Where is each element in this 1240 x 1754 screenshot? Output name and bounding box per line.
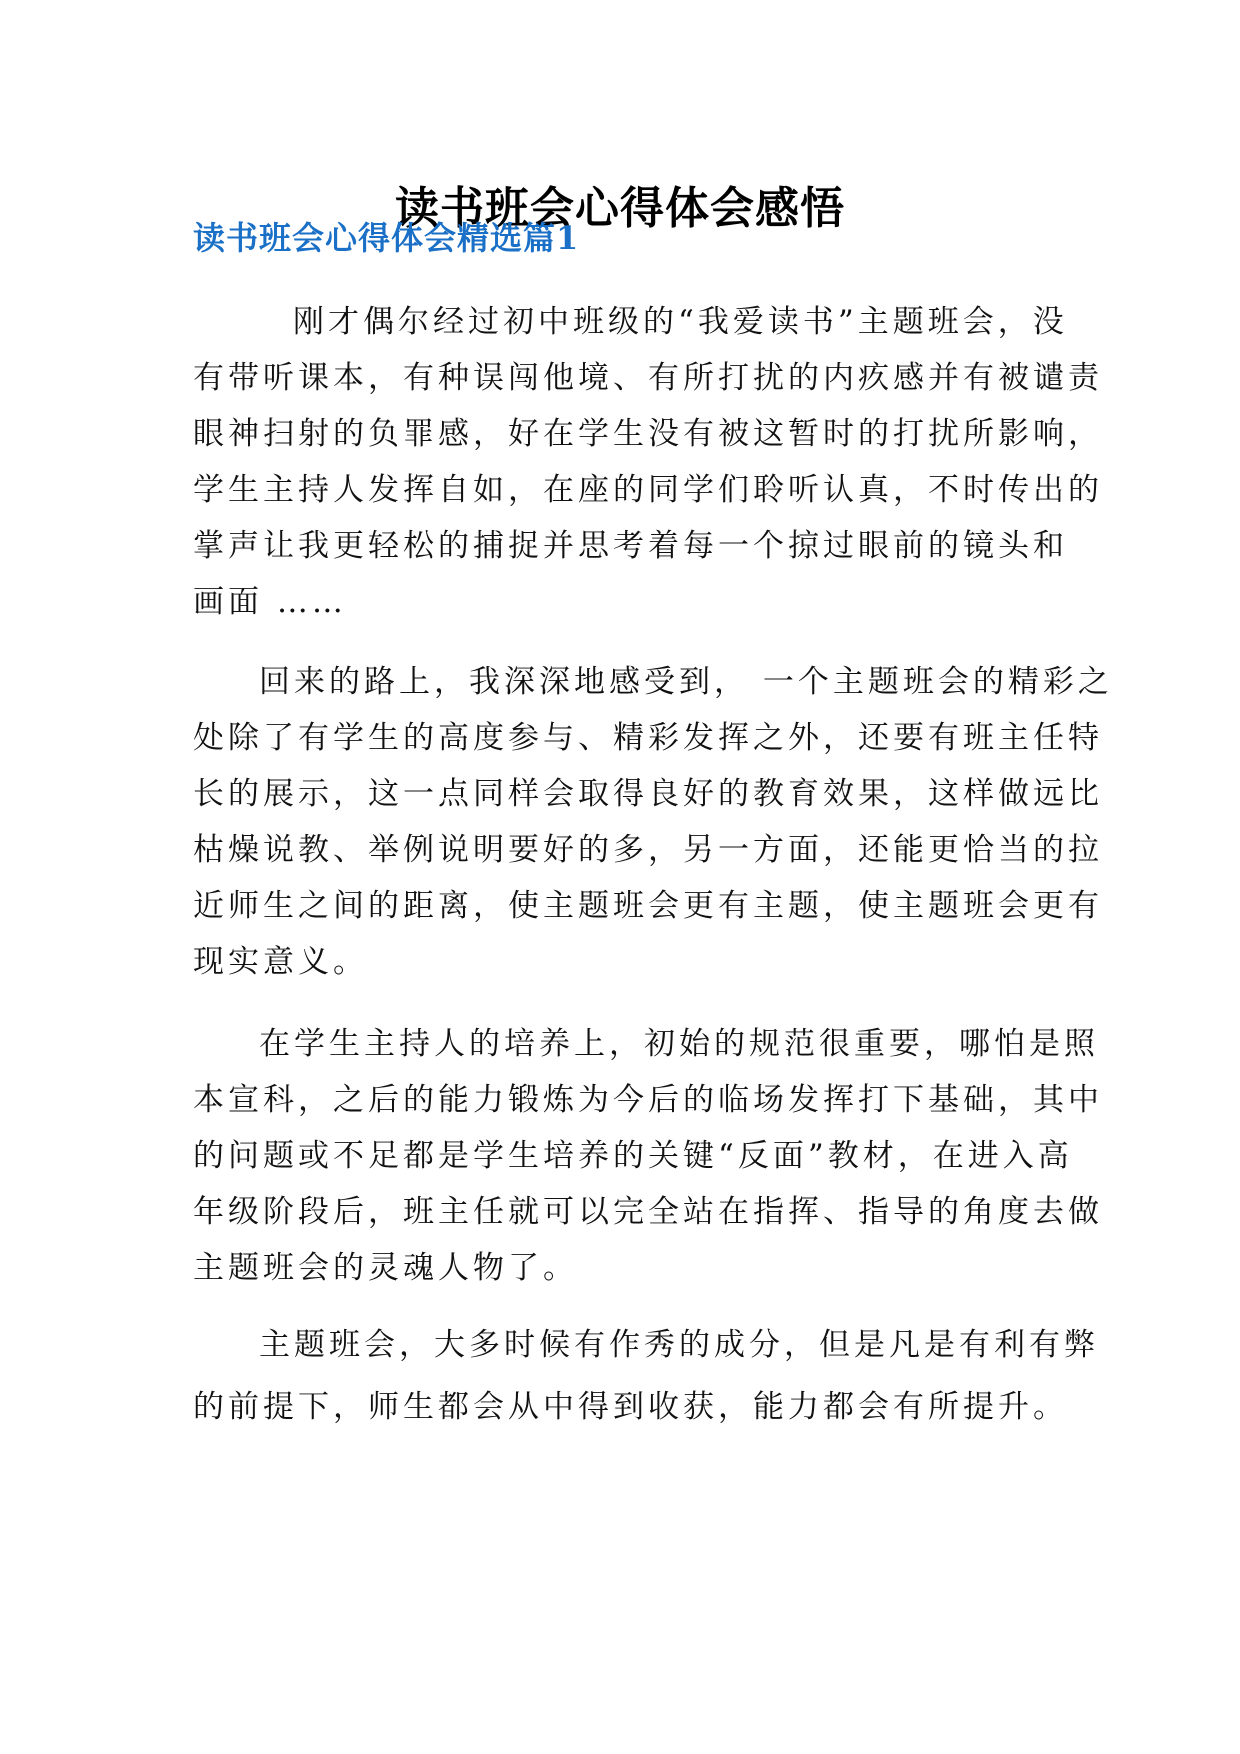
paragraph-3: [193, 1016, 1103, 1296]
paragraph-line: 年级阶段后，班主任就可以完全站在指挥、指导的角度去做: [193, 1194, 1103, 1230]
paragraph-line: 处除了有学生的高度参与、精彩发挥之外，还要有班主任特: [193, 720, 1103, 756]
paragraph-line: 的前提下，师生都会从中得到收获，能力都会有所提升。: [193, 1389, 1068, 1425]
paragraph-1: [193, 294, 1103, 630]
paragraph-line: 掌声让我更轻松的捕捉并思考着每一个掠过眼前的镜头和: [193, 528, 1068, 564]
paragraph-4: [193, 1314, 1099, 1438]
paragraph-line: 长的展示，这一点同样会取得良好的教育效果，这样做远比: [193, 776, 1103, 812]
paragraph-line: 枯燥说教、举例说明要好的多，另一方面，还能更恰当的拉: [193, 832, 1103, 868]
paragraph-line: 主题班会，大多时候有作秀的成分，但是凡是有利有弊: [259, 1327, 1099, 1363]
paragraph-line: 学生主持人发挥自如，在座的同学们聆听认真，不时传出的: [193, 472, 1103, 508]
section-heading: 读书班会心得体会精选篇1: [193, 219, 580, 257]
paragraph-line: 刚才偶尔经过初中班级的“我爱读书”主题班会，没: [293, 304, 1068, 340]
document-title: 读书班会心得体会感悟: [395, 183, 845, 235]
paragraph-line: 在学生主持人的培养上，初始的规范很重要，哪怕是照: [259, 1026, 1099, 1062]
paragraph-line: 有带听课本，有种误闯他境、有所打扰的内疚感并有被谴责: [193, 360, 1103, 396]
paragraph-line: 本宣科，之后的能力锻炼为今后的临场发挥打下基础，其中: [193, 1082, 1103, 1118]
paragraph-line: 近师生之间的距离，使主题班会更有主题，使主题班会更有: [193, 888, 1103, 924]
paragraph-line: 眼神扫射的负罪感，好在学生没有被这暂时的打扰所影响，: [193, 416, 1103, 452]
paragraph-line: 现实意义。: [193, 944, 368, 980]
paragraph-line: 主题班会的灵魂人物了。: [193, 1250, 578, 1286]
paragraph-line: 回来的路上，我深深地感受到， 一个主题班会的精彩之: [259, 664, 1113, 700]
paragraph-2: [193, 654, 1113, 990]
paragraph-line: 的问题或不足都是学生培养的关键“反面”教材，在进入高: [193, 1138, 1073, 1174]
paragraph-line: 画面 ……: [193, 584, 347, 620]
